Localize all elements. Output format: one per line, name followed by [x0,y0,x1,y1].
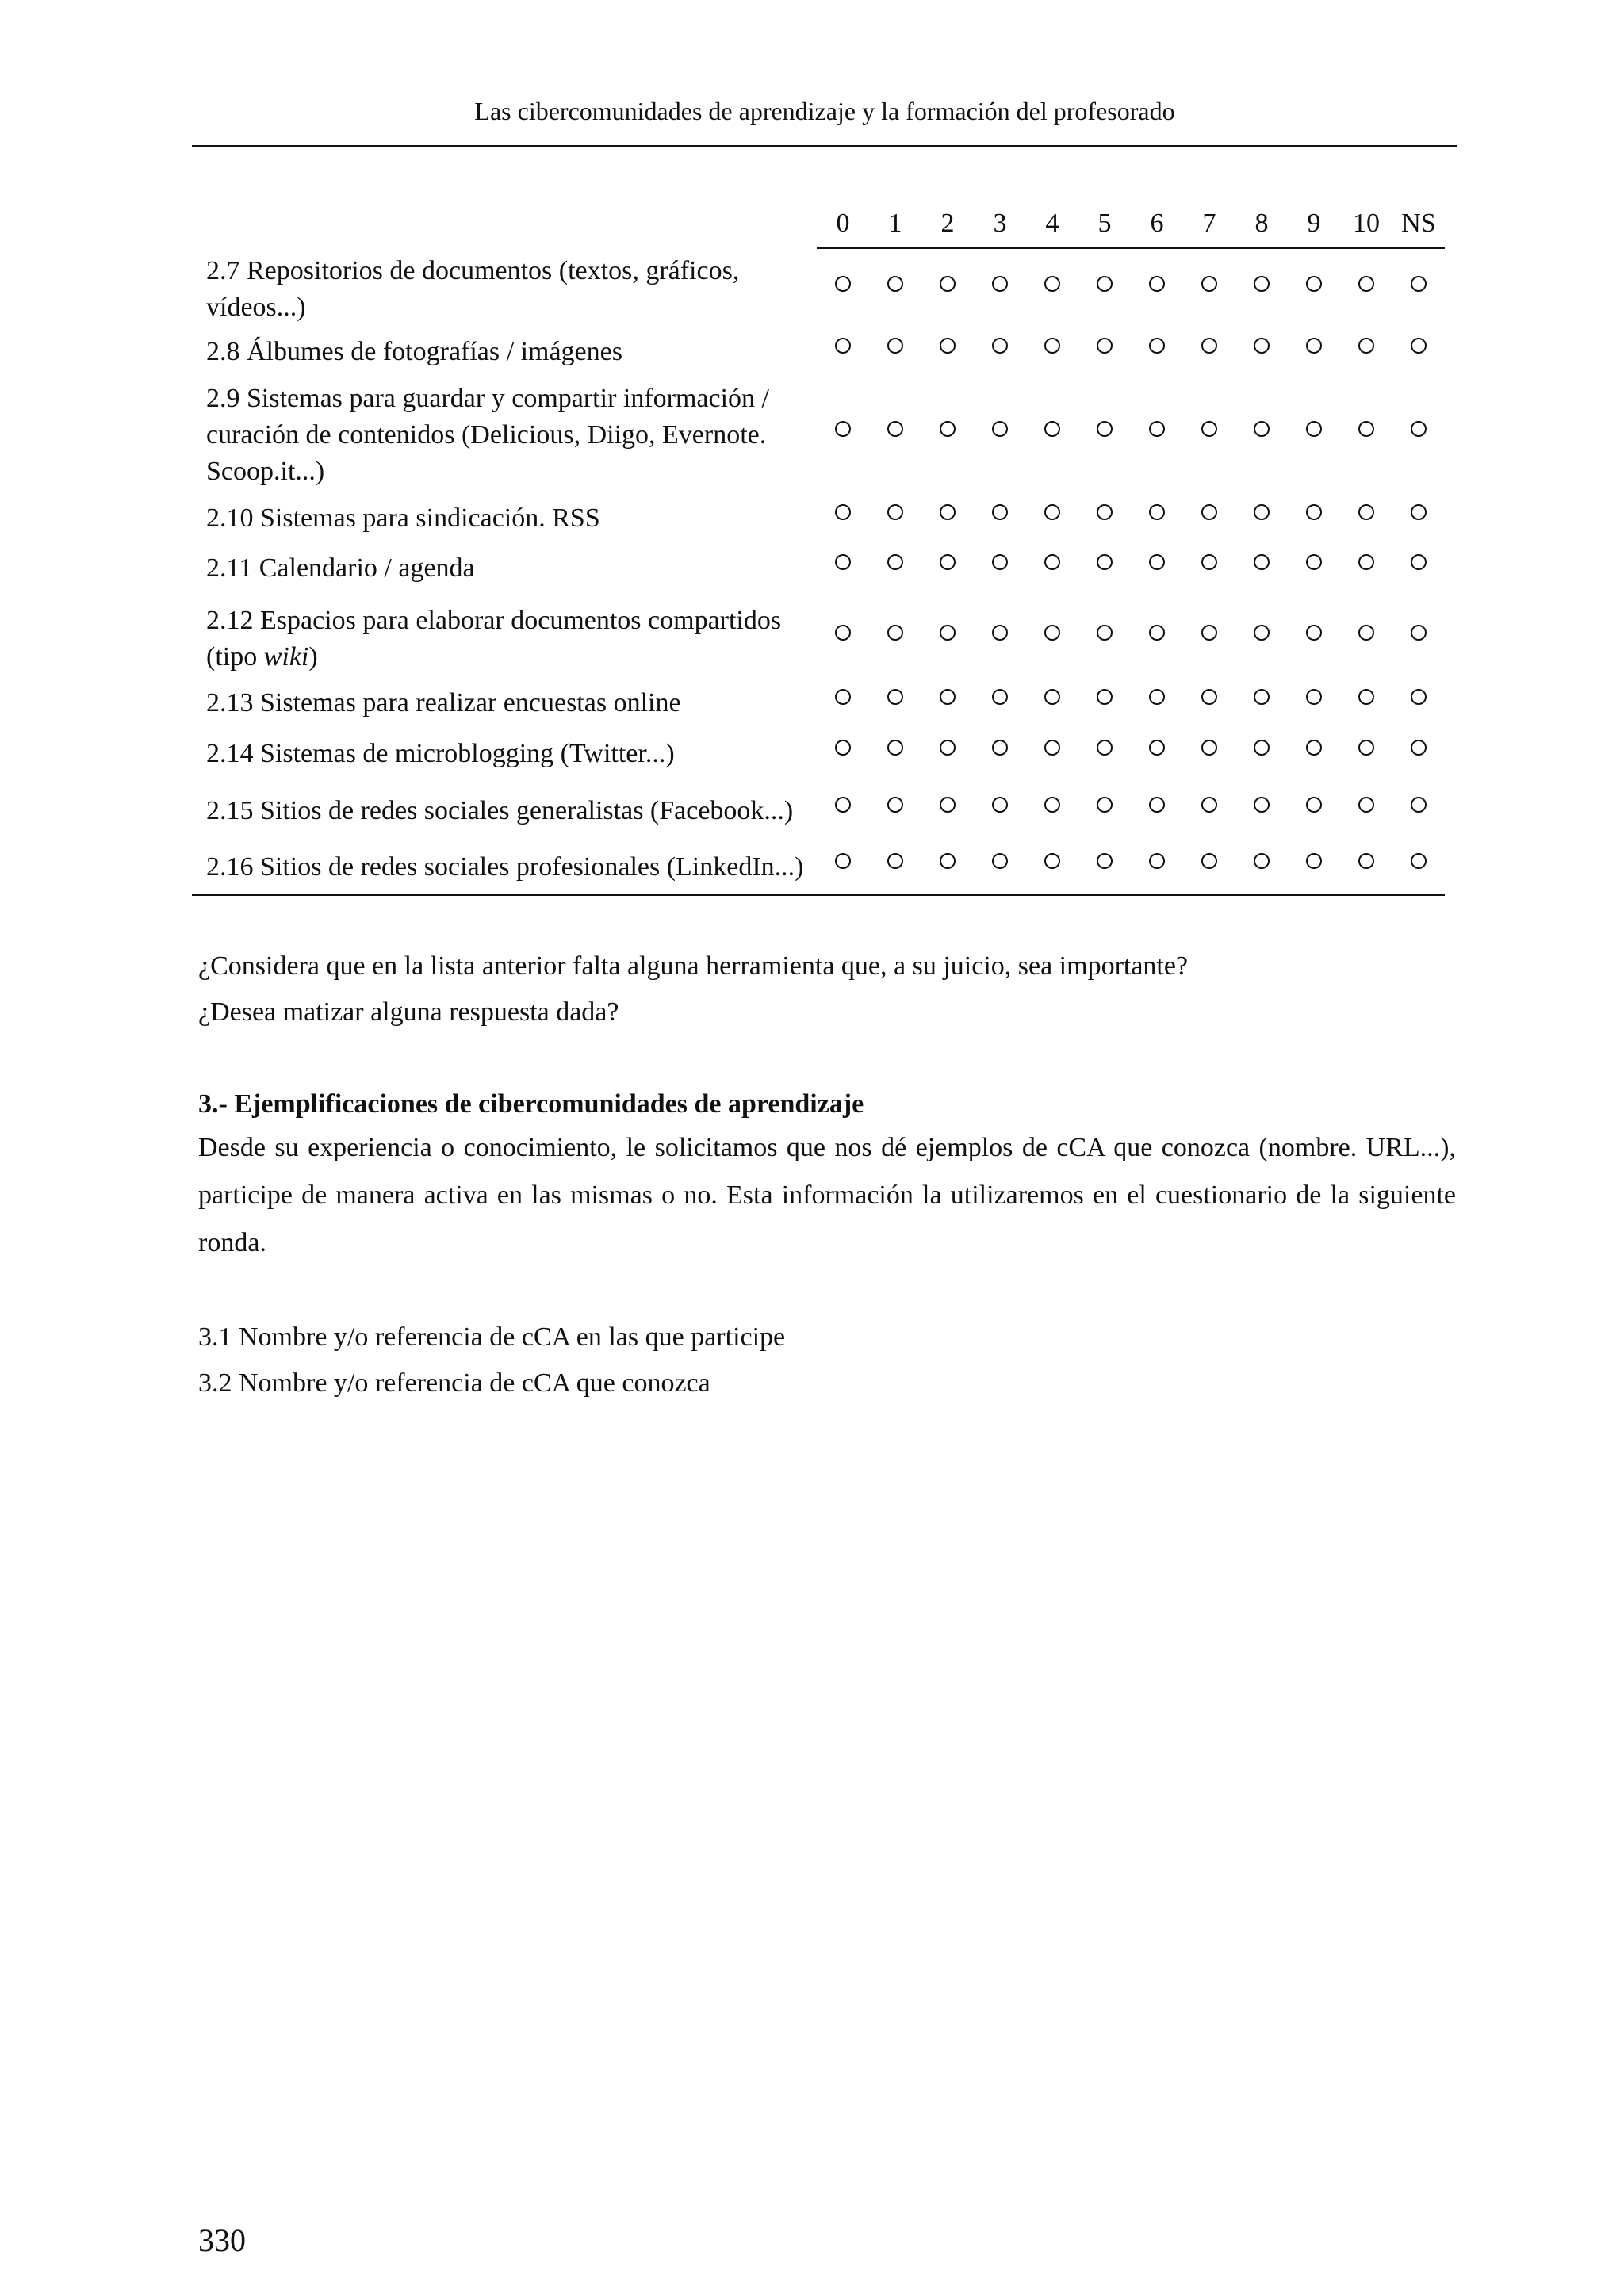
rating-option-cell [1131,248,1183,331]
rating-row-text: 2.15 Sitios de redes sociales generalistas (Facebook...) [206,796,794,825]
rating-option-cell [1392,681,1445,725]
rating-option-cell [1183,331,1235,373]
rating-row-text: 2.12 Espacios para elaborar documentos compartidos (tipo [206,606,782,672]
radio-option-5[interactable] [1097,740,1113,756]
rating-option-cell [1183,373,1235,497]
radio-option-1[interactable] [887,504,903,520]
rating-option-cell [869,331,921,373]
rating-option-cell [974,373,1026,497]
rating-row-label [192,681,817,725]
rating-option-cell [1026,725,1078,783]
rating-option-cell [1026,540,1078,597]
rating-option-cell [974,540,1026,597]
radio-option-0[interactable] [835,625,851,641]
rating-option-cell [1183,681,1235,725]
scale-header-3: 3 [974,200,1026,248]
radio-option-10[interactable] [1358,338,1374,354]
rating-option-cell [921,783,974,840]
radio-option-6[interactable] [1149,504,1165,520]
rating-row-label [192,597,817,681]
radio-option-7[interactable] [1201,797,1217,813]
rating-row [192,540,1445,597]
rating-option-cell [1340,497,1392,540]
radio-option-10[interactable] [1358,421,1374,437]
radio-option-5[interactable] [1097,853,1113,869]
rating-option-cell [974,783,1026,840]
rating-option-cell [1131,840,1183,895]
radio-option-7[interactable] [1201,554,1217,570]
rating-option-cell [1131,597,1183,681]
radio-option-9[interactable] [1306,276,1322,292]
rating-option-cell [1340,725,1392,783]
radio-option-10[interactable] [1358,740,1374,756]
rating-row [192,373,1445,497]
rating-option-cell [1235,497,1288,540]
radio-option-5[interactable] [1097,554,1113,570]
rating-option-cell [1340,331,1392,373]
rating-option-cell [869,783,921,840]
rating-option-cell [1026,681,1078,725]
rating-option-cell [1183,840,1235,895]
rating-option-cell [817,783,869,840]
radio-option-2[interactable] [940,504,956,520]
item-3-1: 3.1 Nombre y/o referencia de cCA en las que participe [198,1322,786,1352]
rating-option-cell [869,840,921,895]
rating-table [192,200,1445,896]
rating-option-cell [817,681,869,725]
radio-option-6[interactable] [1149,421,1165,437]
rating-option-cell [1078,497,1131,540]
radio-option-9[interactable] [1306,740,1322,756]
rating-option-cell [1026,783,1078,840]
rating-option-cell [1288,373,1340,497]
radio-option-1[interactable] [887,689,903,705]
rating-option-cell [1235,597,1288,681]
rating-option-cell [1235,783,1288,840]
header-rule [192,145,1457,147]
radio-option-8[interactable] [1254,740,1270,756]
rating-row-label [192,373,817,497]
rating-option-cell [869,597,921,681]
rating-row-text: 2.7 Repositorios de documentos (textos, gráficos, vídeos...) [206,256,740,322]
rating-option-cell [921,331,974,373]
rating-option-cell [1131,331,1183,373]
scale-header-7: 7 [1183,200,1235,248]
radio-option-8[interactable] [1254,625,1270,641]
rating-row-text: 2.9 Sistemas para guardar y compartir información / curación de contenidos (Delicious, Diigo, Evernote. Scoop.it...) [206,384,769,486]
rating-row [192,597,1445,681]
scale-header-6: 6 [1131,200,1183,248]
rating-option-cell [817,373,869,497]
rating-row-label [192,840,817,895]
rating-option-cell [1131,681,1183,725]
rating-option-cell [817,497,869,540]
rating-option-cell [1131,373,1183,497]
rating-option-cell [921,597,974,681]
radio-option-7[interactable] [1201,504,1217,520]
radio-option-0[interactable] [835,421,851,437]
rating-option-cell [1340,373,1392,497]
radio-option-3[interactable] [992,554,1008,570]
rating-option-cell [869,540,921,597]
rating-row [192,248,1445,331]
radio-option-2[interactable] [940,740,956,756]
rating-option-cell [817,597,869,681]
rating-option-cell [1183,497,1235,540]
radio-option-5[interactable] [1097,338,1113,354]
rating-option-cell [1340,248,1392,331]
rating-option-cell [1288,783,1340,840]
radio-option-4[interactable] [1044,689,1060,705]
scale-header-1: 1 [869,200,921,248]
radio-option-5[interactable] [1097,797,1113,813]
rating-option-cell [1131,540,1183,597]
rating-row-label [192,331,817,373]
radio-option-9[interactable] [1306,338,1322,354]
rating-option-cell [1078,840,1131,895]
radio-option-6[interactable] [1149,625,1165,641]
radio-option-ns[interactable] [1411,504,1427,520]
radio-option-3[interactable] [992,504,1008,520]
section-3-intro: Desde su experiencia o conocimiento, le solicitamos que nos dé ejemplos de cCA que conozca (nombre. URL...), participe de manera activa en las mismas o no. Esta información la utilizaremos en el cuestionario de la siguiente ronda. [198,1133,1456,1257]
radio-option-0[interactable] [835,853,851,869]
rating-option-cell [1026,248,1078,331]
radio-option-2[interactable] [940,276,956,292]
rating-row [192,725,1445,783]
scale-header-10: 10 [1340,200,1392,248]
rating-option-cell [1340,540,1392,597]
radio-option-9[interactable] [1306,797,1322,813]
rating-option-cell [817,840,869,895]
rating-option-cell [1183,597,1235,681]
rating-row-label [192,540,817,597]
radio-option-ns[interactable] [1411,554,1427,570]
rating-option-cell [974,725,1026,783]
rating-row [192,783,1445,840]
radio-option-1[interactable] [887,338,903,354]
radio-option-10[interactable] [1358,853,1374,869]
radio-option-1[interactable] [887,421,903,437]
rating-option-cell [1183,248,1235,331]
rating-option-cell [1288,540,1340,597]
radio-option-10[interactable] [1358,689,1374,705]
radio-option-8[interactable] [1254,797,1270,813]
rating-option-cell [974,840,1026,895]
item-3-2: 3.2 Nombre y/o referencia de cCA que conozca [198,1368,710,1398]
scale-header-4: 4 [1026,200,1078,248]
rating-option-cell [1078,540,1131,597]
scale-header-ns: NS [1392,200,1445,248]
rating-row-text: 2.14 Sistemas de microblogging (Twitter...) [206,739,675,768]
rating-option-cell [817,540,869,597]
radio-option-9[interactable] [1306,853,1322,869]
radio-option-3[interactable] [992,689,1008,705]
radio-option-9[interactable] [1306,421,1322,437]
rating-option-cell [869,497,921,540]
rating-option-cell [1340,840,1392,895]
radio-option-10[interactable] [1358,276,1374,292]
radio-option-8[interactable] [1254,276,1270,292]
radio-option-7[interactable] [1201,421,1217,437]
radio-option-2[interactable] [940,797,956,813]
rating-option-cell [974,597,1026,681]
radio-option-2[interactable] [940,625,956,641]
rating-option-cell [1288,681,1340,725]
rating-option-cell [1026,597,1078,681]
rating-option-cell [921,725,974,783]
rating-option-cell [1392,597,1445,681]
rating-option-cell [921,248,974,331]
rating-option-cell [921,840,974,895]
rating-option-cell [1131,725,1183,783]
rating-option-cell [1392,725,1445,783]
rating-option-cell [1235,840,1288,895]
rating-option-cell [974,331,1026,373]
rating-row-label [192,248,817,331]
radio-option-3[interactable] [992,421,1008,437]
running-header: Las cibercomunidades de aprendizaje y la formación del profesorado [474,97,1175,125]
radio-option-4[interactable] [1044,504,1060,520]
radio-option-5[interactable] [1097,689,1113,705]
rating-row [192,681,1445,725]
radio-option-8[interactable] [1254,338,1270,354]
rating-option-cell [1026,497,1078,540]
rating-option-cell [974,248,1026,331]
radio-option-8[interactable] [1254,504,1270,520]
rating-option-cell [1078,248,1131,331]
rating-option-cell [1078,331,1131,373]
radio-option-8[interactable] [1254,689,1270,705]
radio-option-9[interactable] [1306,554,1322,570]
rating-option-cell [1131,497,1183,540]
rating-option-cell [1392,783,1445,840]
radio-option-9[interactable] [1306,504,1322,520]
rating-row-label [192,497,817,540]
radio-option-1[interactable] [887,554,903,570]
radio-option-0[interactable] [835,504,851,520]
radio-option-1[interactable] [887,740,903,756]
scale-header-5: 5 [1078,200,1131,248]
radio-option-0[interactable] [835,338,851,354]
scale-header-2: 2 [921,200,974,248]
radio-option-3[interactable] [992,338,1008,354]
radio-option-3[interactable] [992,853,1008,869]
radio-option-1[interactable] [887,797,903,813]
radio-option-ns[interactable] [1411,797,1427,813]
rating-option-cell [1235,725,1288,783]
question-clarify: ¿Desea matizar alguna respuesta dada? [198,997,619,1027]
radio-option-5[interactable] [1097,625,1113,641]
radio-option-6[interactable] [1149,338,1165,354]
rating-option-cell [1288,248,1340,331]
rating-option-cell [1183,725,1235,783]
radio-option-3[interactable] [992,740,1008,756]
radio-option-6[interactable] [1149,797,1165,813]
rating-option-cell [1288,597,1340,681]
radio-option-7[interactable] [1201,338,1217,354]
radio-option-4[interactable] [1044,276,1060,292]
rating-option-cell [921,497,974,540]
item-column-header [192,200,817,248]
rating-option-cell [1235,248,1288,331]
rating-option-cell [1235,540,1288,597]
rating-option-cell [817,331,869,373]
rating-row-text: 2.13 Sistemas para realizar encuestas online [206,688,681,718]
scale-header-0: 0 [817,200,869,248]
rating-option-cell [1392,373,1445,497]
radio-option-10[interactable] [1358,625,1374,641]
rating-option-cell [1026,840,1078,895]
radio-option-ns[interactable] [1411,276,1427,292]
radio-option-1[interactable] [887,853,903,869]
radio-option-7[interactable] [1201,276,1217,292]
radio-option-4[interactable] [1044,338,1060,354]
radio-option-6[interactable] [1149,554,1165,570]
rating-option-cell [974,681,1026,725]
rating-option-cell [869,681,921,725]
question-missing-tool: ¿Considera que en la lista anterior falta alguna herramienta que, a su juicio, sea importante? [198,951,1189,981]
rating-option-cell [1288,725,1340,783]
radio-option-3[interactable] [992,797,1008,813]
radio-option-1[interactable] [887,625,903,641]
radio-option-0[interactable] [835,276,851,292]
radio-option-7[interactable] [1201,853,1217,869]
radio-option-0[interactable] [835,740,851,756]
radio-option-4[interactable] [1044,421,1060,437]
rating-option-cell [1392,840,1445,895]
rating-option-cell [1392,540,1445,597]
rating-option-cell [1288,331,1340,373]
rating-row [192,497,1445,540]
radio-option-3[interactable] [992,276,1008,292]
rating-option-cell [1078,373,1131,497]
rating-option-cell [869,373,921,497]
radio-option-0[interactable] [835,689,851,705]
radio-option-1[interactable] [887,276,903,292]
radio-option-ns[interactable] [1411,625,1427,641]
rating-option-cell [1340,783,1392,840]
radio-option-7[interactable] [1201,740,1217,756]
rating-option-cell [1026,373,1078,497]
rating-option-cell [921,540,974,597]
rating-option-cell [1026,331,1078,373]
rating-option-cell [1183,783,1235,840]
rating-option-cell [817,248,869,331]
radio-option-ns[interactable] [1411,740,1427,756]
section-3-title: 3.- Ejemplificaciones de cibercomunidades de aprendizaje [198,1089,864,1119]
scale-header-row [192,200,1445,248]
radio-option-4[interactable] [1044,797,1060,813]
radio-option-ns[interactable] [1411,689,1427,705]
radio-option-ns[interactable] [1411,853,1427,869]
radio-option-2[interactable] [940,338,956,354]
radio-option-6[interactable] [1149,853,1165,869]
rating-row-label [192,783,817,840]
rating-option-cell [1183,540,1235,597]
rating-option-cell [1340,597,1392,681]
radio-option-4[interactable] [1044,740,1060,756]
page-number: 330 [198,2222,246,2258]
rating-option-cell [1288,840,1340,895]
rating-option-cell [1288,497,1340,540]
radio-option-5[interactable] [1097,276,1113,292]
rating-option-cell [869,725,921,783]
radio-option-10[interactable] [1358,504,1374,520]
rating-row [192,331,1445,373]
radio-option-ns[interactable] [1411,421,1427,437]
rating-row [192,840,1445,895]
rating-row-text: 2.8 Álbumes de fotografías / imágenes [206,337,622,366]
radio-option-5[interactable] [1097,504,1113,520]
rating-option-cell [1235,331,1288,373]
scale-header-9: 9 [1288,200,1340,248]
rating-option-cell [1078,597,1131,681]
radio-option-3[interactable] [992,625,1008,641]
rating-row-text: 2.10 Sistemas para sindicación. RSS [206,503,600,533]
radio-option-6[interactable] [1149,689,1165,705]
radio-option-6[interactable] [1149,740,1165,756]
scale-header-8: 8 [1235,200,1288,248]
radio-option-8[interactable] [1254,554,1270,570]
radio-option-4[interactable] [1044,853,1060,869]
radio-option-0[interactable] [835,554,851,570]
rating-option-cell [921,373,974,497]
radio-option-5[interactable] [1097,421,1113,437]
radio-option-7[interactable] [1201,625,1217,641]
rating-row-emphasis: wiki [263,642,309,672]
rating-option-cell [869,248,921,331]
radio-option-9[interactable] [1306,625,1322,641]
rating-option-cell [1078,681,1131,725]
rating-option-cell [817,725,869,783]
rating-option-cell [1078,783,1131,840]
rating-option-cell [1235,373,1288,497]
rating-option-cell [1392,497,1445,540]
radio-option-10[interactable] [1358,797,1374,813]
radio-option-7[interactable] [1201,689,1217,705]
rating-option-cell [1131,783,1183,840]
radio-option-9[interactable] [1306,689,1322,705]
radio-option-8[interactable] [1254,421,1270,437]
rating-option-cell [1078,725,1131,783]
rating-option-cell [1235,681,1288,725]
radio-option-6[interactable] [1149,276,1165,292]
radio-option-2[interactable] [940,421,956,437]
radio-option-2[interactable] [940,689,956,705]
rating-row-text: 2.11 Calendario / agenda [206,553,475,583]
rating-row-suffix: ) [308,642,318,672]
rating-row-text: 2.16 Sitios de redes sociales profesionales (LinkedIn...) [206,851,804,882]
rating-option-cell [974,497,1026,540]
radio-option-4[interactable] [1044,625,1060,641]
rating-option-cell [921,681,974,725]
radio-option-8[interactable] [1254,853,1270,869]
rating-option-cell [1392,331,1445,373]
radio-option-10[interactable] [1358,554,1374,570]
radio-option-ns[interactable] [1411,338,1427,354]
radio-option-0[interactable] [835,797,851,813]
rating-option-cell [1340,681,1392,725]
radio-option-2[interactable] [940,853,956,869]
radio-option-2[interactable] [940,554,956,570]
rating-option-cell [1392,248,1445,331]
rating-row-label [192,725,817,783]
radio-option-4[interactable] [1044,554,1060,570]
